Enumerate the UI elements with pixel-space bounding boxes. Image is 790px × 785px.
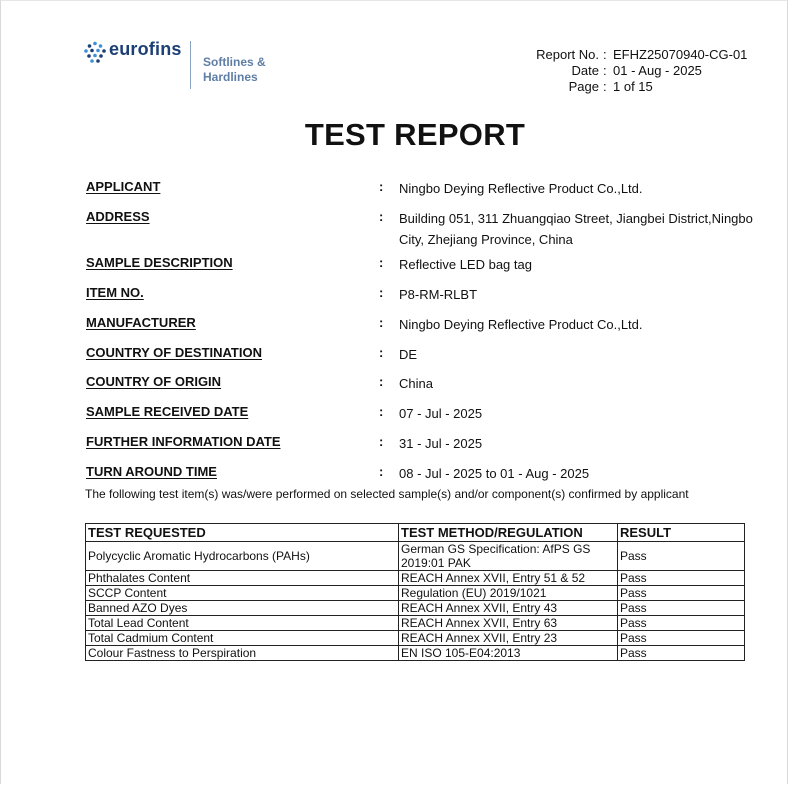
field-value (399, 208, 777, 250)
table-row (86, 542, 745, 571)
report-number-row (521, 47, 747, 63)
method-line-2: 2019:01 PAK (401, 556, 471, 570)
field-label: SAMPLE RECEIVED DATE (86, 404, 249, 419)
report-number-value: EFHZ25070940-CG-01 (613, 47, 748, 62)
cell-result: Pass (618, 631, 745, 646)
field-label: ITEM NO. (86, 285, 144, 300)
table-row (86, 631, 745, 646)
cell-result: Pass (618, 542, 745, 571)
header-result: RESULT (618, 524, 745, 542)
table-header-row (86, 524, 745, 542)
field-colon: : (379, 404, 384, 419)
field-colon: : (379, 285, 384, 300)
report-date-row (521, 63, 747, 79)
cell-result: Pass (618, 646, 745, 661)
logo-divider (190, 41, 191, 89)
field-colon: : (379, 255, 384, 270)
report-number-colon: : (603, 47, 607, 62)
intro-text: The following test item(s) was/were performed on selected sample(s) and/or component(s) confirmed by applicant (85, 487, 689, 501)
field-value: Ningbo Deying Reflective Product Co.,Ltd. (399, 317, 643, 332)
report-number-label: Report No. (536, 47, 599, 62)
cell-test: Total Cadmium Content (86, 631, 399, 646)
field-colon: : (379, 209, 384, 224)
field-value: China (399, 376, 433, 391)
brand-division (203, 55, 266, 85)
table-row (86, 646, 745, 661)
eurofins-dots-logo-icon (83, 41, 107, 65)
page-number-row (521, 79, 747, 95)
field-label: COUNTRY OF DESTINATION (86, 345, 262, 360)
field-label: FURTHER INFORMATION DATE (86, 434, 281, 449)
cell-method: EN ISO 105-E04:2013 (399, 646, 618, 661)
method-line-1: German GS Specification: AfPS GS (401, 542, 591, 556)
field-value: DE (399, 347, 418, 362)
cell-method: Regulation (EU) 2019/1021 (399, 586, 618, 601)
page-title: TEST REPORT (304, 117, 526, 152)
brand-name: eurofins (109, 39, 182, 59)
brand-division-line1: Softlines & (203, 55, 266, 69)
field-value: Reflective LED bag tag (399, 257, 532, 272)
field-colon: : (379, 464, 384, 479)
cell-test: Phthalates Content (86, 571, 399, 586)
field-value: P8-RM-RLBT (399, 287, 478, 302)
cell-method (399, 542, 618, 571)
cell-method: REACH Annex XVII, Entry 51 & 52 (399, 571, 618, 586)
field-colon: : (379, 374, 384, 389)
field-value: Ningbo Deying Reflective Product Co.,Ltd. (399, 181, 643, 196)
table-row (86, 601, 745, 616)
header-test-method: TEST METHOD/REGULATION (399, 524, 618, 542)
page-number-colon: : (603, 79, 607, 94)
page-number-value: 1 of 15 (613, 79, 653, 94)
address-line-2: City, Zhejiang Province, China (399, 232, 573, 247)
field-label: COUNTRY OF ORIGIN (86, 374, 222, 389)
field-label: MANUFACTURER (86, 315, 196, 330)
header-test-requested: TEST REQUESTED (86, 524, 399, 542)
report-meta (521, 47, 747, 95)
cell-test: Total Lead Content (86, 616, 399, 631)
address-line-1: Building 051, 311 Zhuangqiao Street, Jiangbei District,Ningbo (399, 211, 753, 226)
field-label: ADDRESS (86, 209, 150, 224)
cell-result: Pass (618, 616, 745, 631)
report-date-label: Date (571, 63, 599, 78)
field-value: 08 - Jul - 2025 to 01 - Aug - 2025 (399, 466, 590, 481)
cell-method: REACH Annex XVII, Entry 23 (399, 631, 618, 646)
field-value: 07 - Jul - 2025 (399, 406, 483, 421)
cell-method: REACH Annex XVII, Entry 63 (399, 616, 618, 631)
field-label: TURN AROUND TIME (86, 464, 217, 479)
cell-result: Pass (618, 601, 745, 616)
page-number-label: Page (568, 79, 599, 94)
results-table (85, 523, 745, 661)
cell-test: Banned AZO Dyes (86, 601, 399, 616)
field-label: SAMPLE DESCRIPTION (86, 255, 233, 270)
report-date-colon: : (603, 63, 607, 78)
field-value: 31 - Jul - 2025 (399, 436, 483, 451)
table-row (86, 616, 745, 631)
field-colon: : (379, 315, 384, 330)
cell-result: Pass (618, 571, 745, 586)
table-row (86, 571, 745, 586)
field-colon: : (379, 179, 384, 194)
field-label: APPLICANT (86, 179, 161, 194)
field-colon: : (379, 345, 384, 360)
table-row (86, 586, 745, 601)
report-date-value: 01 - Aug - 2025 (613, 63, 702, 78)
cell-test: SCCP Content (86, 586, 399, 601)
cell-test: Colour Fastness to Perspiration (86, 646, 399, 661)
cell-test: Polycyclic Aromatic Hydrocarbons (PAHs) (86, 542, 399, 571)
cell-method: REACH Annex XVII, Entry 43 (399, 601, 618, 616)
brand-division-line2: Hardlines (203, 70, 258, 84)
cell-result: Pass (618, 586, 745, 601)
field-colon: : (379, 434, 384, 449)
